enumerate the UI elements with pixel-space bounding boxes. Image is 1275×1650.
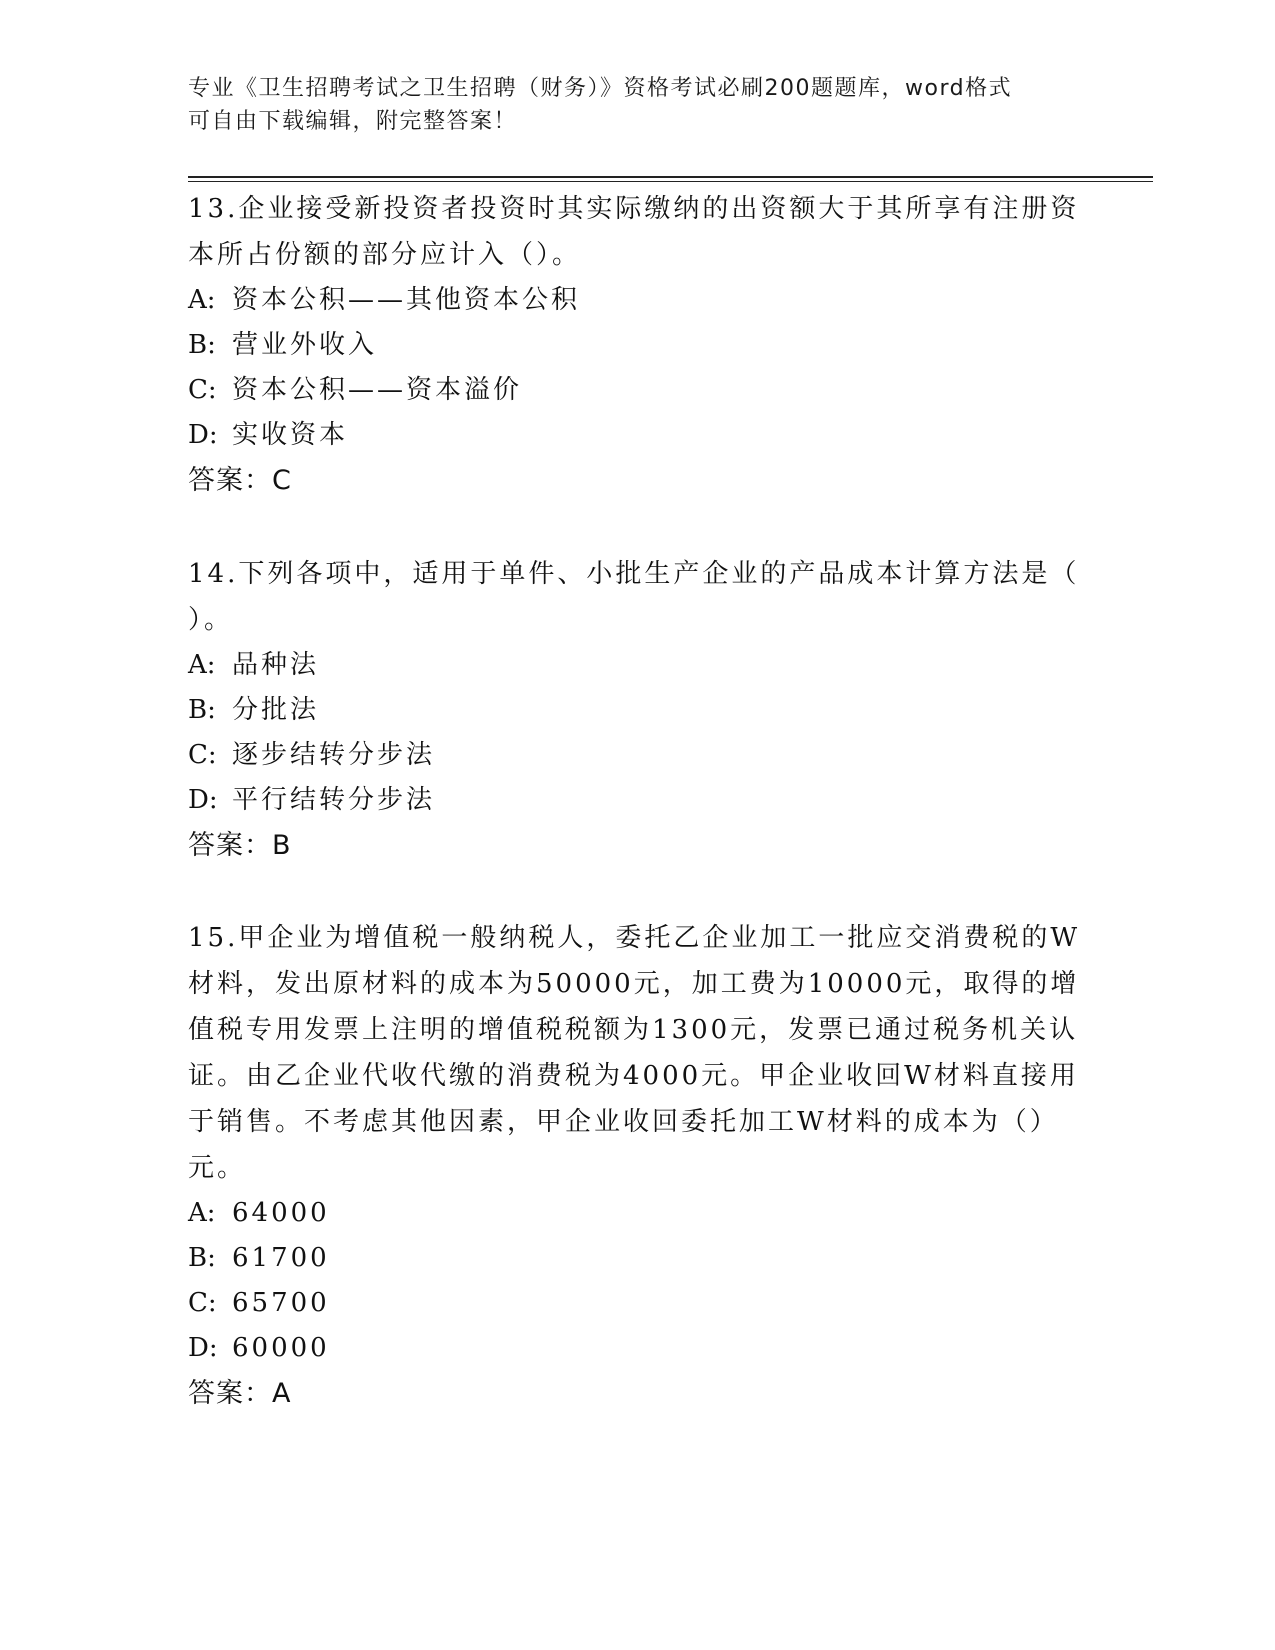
question-stem-line: 于销售。不考虑其他因素，甲企业收回委托加工W材料的成本为（） — [188, 1107, 1059, 1137]
question-stem-line: 本所占份额的部分应计入（）。 — [188, 240, 582, 270]
option-letter: A: — [188, 650, 216, 680]
question-stem-line: 14.下列各项中，适用于单件、小批生产企业的产品成本计算方法是（ — [188, 559, 1080, 589]
option-text: 实收资本 — [232, 420, 349, 450]
option-text: 逐步结转分步法 — [232, 740, 436, 770]
option-text: 资本公积——其他资本公积 — [232, 285, 581, 315]
option-text: 平行结转分步法 — [232, 785, 436, 815]
option-d — [188, 1326, 1088, 1371]
header-title-line-2: 可自由下载编辑，附完整答案！ — [188, 109, 518, 134]
option-text: 资本公积——资本溢价 — [232, 375, 523, 405]
answer-line: 答案：A — [188, 1378, 292, 1409]
option-d — [188, 413, 1088, 458]
option-letter: C: — [188, 740, 217, 770]
answer-line: 答案：B — [188, 830, 292, 861]
question-13 — [188, 186, 1088, 503]
question-15 — [188, 915, 1088, 1416]
question-stem-line: 证。由乙企业代收代缴的消费税为4000元。甲企业收回W材料直接用 — [188, 1061, 1079, 1091]
option-c — [188, 733, 1088, 778]
question-stem-line: 13.企业接受新投资者投资时其实际缴纳的出资额大于其所享有注册资 — [188, 194, 1080, 224]
option-text: 64000 — [232, 1198, 330, 1228]
option-a — [188, 643, 1088, 688]
option-a — [188, 1191, 1088, 1236]
option-c — [188, 368, 1088, 413]
question-stem-line: 值税专用发票上注明的增值税税额为1300元，发票已通过税务机关认 — [188, 1015, 1079, 1045]
header-divider-thick — [188, 176, 1153, 178]
option-text: 品种法 — [232, 650, 320, 680]
option-letter: C: — [188, 1288, 217, 1318]
option-letter: D: — [188, 420, 218, 450]
option-text: 营业外收入 — [232, 330, 378, 360]
option-b — [188, 688, 1088, 733]
option-letter: C: — [188, 375, 217, 405]
option-d — [188, 778, 1088, 823]
option-b — [188, 1236, 1088, 1281]
question-stem-line: 材料，发出原材料的成本为50000元，加工费为10000元，取得的增 — [188, 969, 1080, 999]
header-divider-thin — [188, 181, 1153, 182]
question-stem-line: ）。 — [188, 605, 234, 635]
option-letter: B: — [188, 695, 216, 725]
option-text: 60000 — [232, 1333, 330, 1363]
option-letter: B: — [188, 330, 216, 360]
question-stem-line: 元。 — [188, 1153, 247, 1183]
option-letter: D: — [188, 1333, 218, 1363]
option-text: 分批法 — [232, 695, 320, 725]
question-14 — [188, 551, 1088, 868]
option-b — [188, 323, 1088, 368]
option-letter: A: — [188, 1198, 216, 1228]
header-title-line-1: 专业《卫生招聘考试之卫生招聘（财务）》资格考试必刷200题题库，word格式 — [188, 76, 1013, 101]
option-letter: A: — [188, 285, 216, 315]
option-a — [188, 278, 1088, 323]
option-letter: B: — [188, 1243, 216, 1273]
question-stem-line: 15.甲企业为增值税一般纳税人，委托乙企业加工一批应交消费税的W — [188, 923, 1081, 953]
option-text: 65700 — [232, 1288, 330, 1318]
option-letter: D: — [188, 785, 218, 815]
option-c — [188, 1281, 1088, 1326]
document-header — [188, 72, 1068, 138]
answer-line: 答案：C — [188, 465, 292, 496]
option-text: 61700 — [232, 1243, 330, 1273]
